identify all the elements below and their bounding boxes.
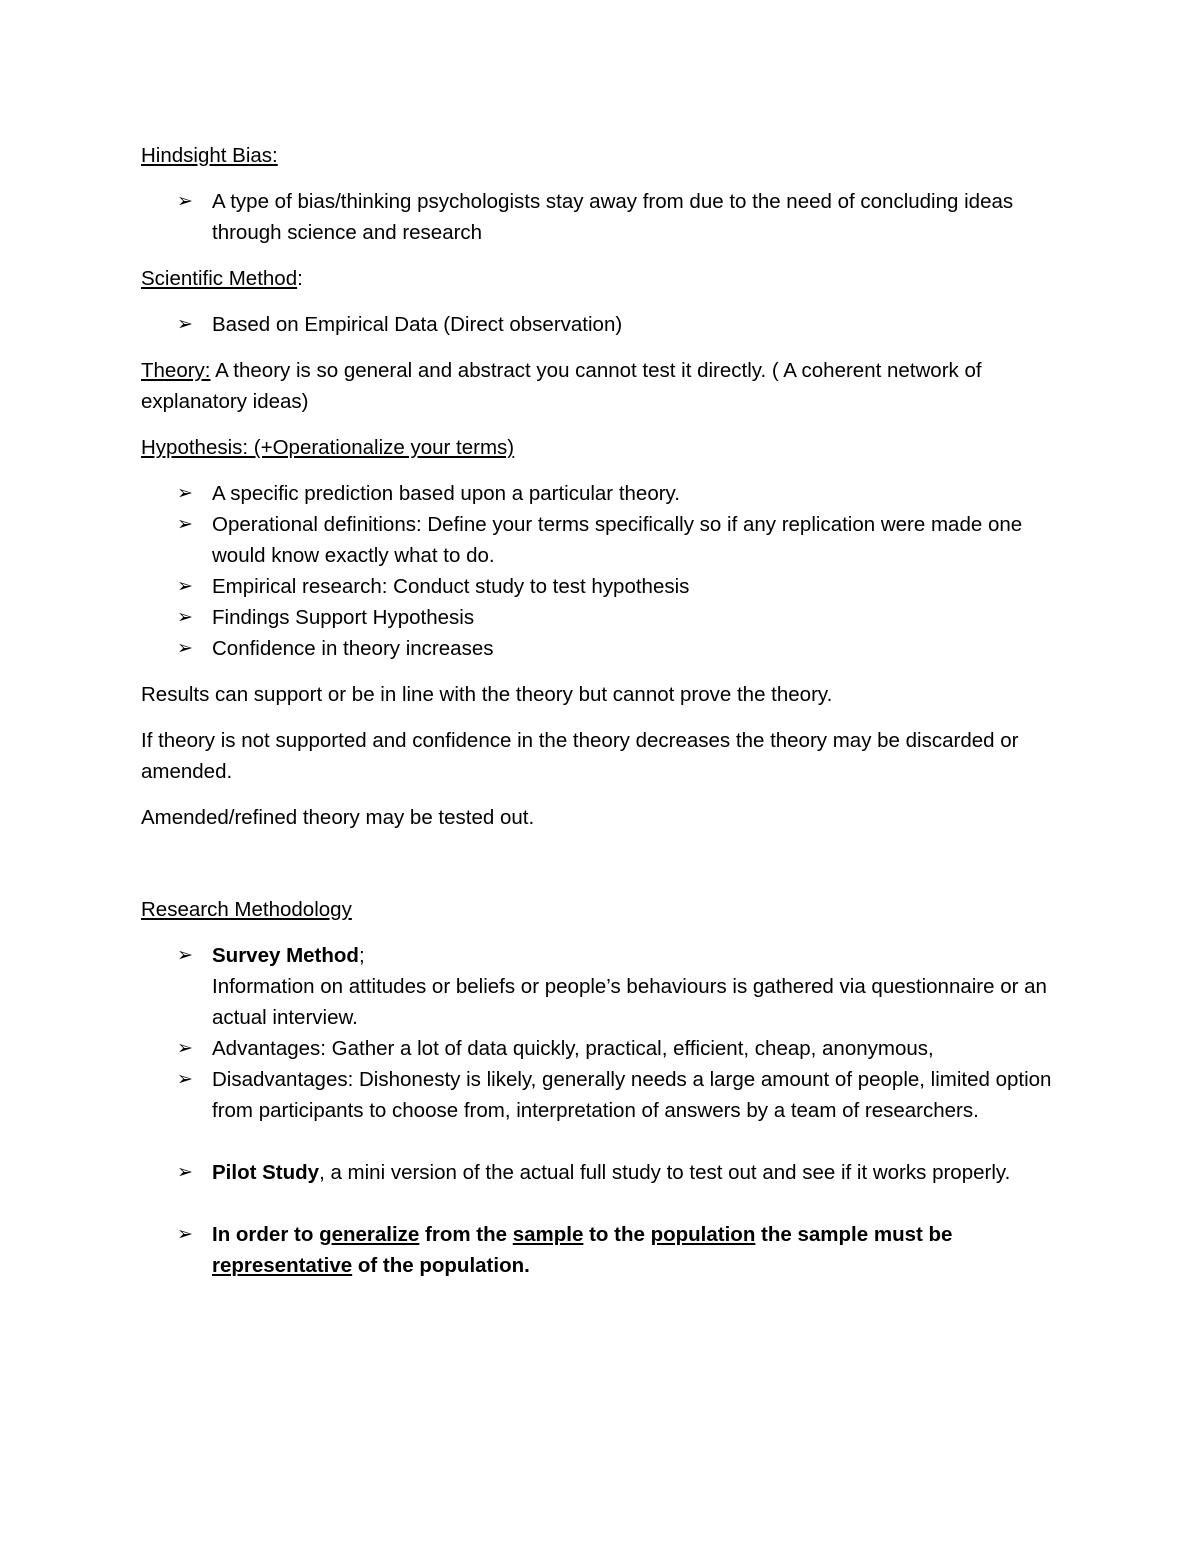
list-item: ➢ Findings Support Hypothesis	[141, 602, 1071, 633]
list-item: ➢ A specific prediction based upon a particular theory.	[141, 478, 1071, 509]
scientific-list	[141, 309, 1071, 340]
theory-label: Theory:	[141, 359, 211, 382]
results-paragraph-1: Results can support or be in line with the theory but cannot prove the theory.	[141, 683, 833, 706]
arrow-bullet-icon: ➢	[177, 575, 193, 597]
methodology-heading: Research Methodology	[141, 898, 352, 921]
arrow-bullet-icon: ➢	[177, 190, 193, 212]
hypothesis-list	[141, 478, 1071, 664]
spacer	[141, 848, 1071, 894]
list-item: ➢ A type of bias/thinking psychologists stay away from due to the need of concluding ideas through science and research	[141, 186, 1071, 248]
arrow-bullet-icon: ➢	[177, 637, 193, 659]
methodology-list	[141, 940, 1071, 1281]
hindsight-heading: Hindsight Bias:	[141, 144, 278, 167]
arrow-bullet-icon: ➢	[177, 1037, 193, 1059]
list-item: ➢ Confidence in theory increases	[141, 633, 1071, 664]
list-spacer	[141, 1126, 1071, 1157]
theory-paragraph: Theory: A theory is so general and abstract you cannot test it directly. ( A coherent network of explanatory ideas)	[141, 359, 982, 413]
arrow-bullet-icon: ➢	[177, 482, 193, 504]
hindsight-list	[141, 186, 1071, 248]
arrow-bullet-icon: ➢	[177, 513, 193, 535]
list-item: ➢ Advantages: Gather a lot of data quickly, practical, efficient, cheap, anonymous,	[141, 1033, 1071, 1064]
list-spacer	[141, 1188, 1071, 1219]
hypothesis-heading: Hypothesis: (+Operationalize your terms)	[141, 436, 515, 459]
list-item: ➢ Based on Empirical Data (Direct observation)	[141, 309, 1071, 340]
list-item: ➢ In order to generalize from the sample to the population the sample must be representative of the population.	[141, 1219, 1071, 1281]
list-item: ➢ Operational definitions: Define your terms specifically so if any replication were made one would know exactly what to do.	[141, 509, 1071, 571]
list-item: ➢ Survey Method; Information on attitudes or beliefs or people’s behaviours is gathered via questionnaire or an actual interview.	[141, 940, 1071, 1033]
arrow-bullet-icon: ➢	[177, 944, 193, 966]
results-paragraph-3: Amended/refined theory may be tested out.	[141, 806, 535, 829]
arrow-bullet-icon: ➢	[177, 1161, 193, 1183]
list-item: ➢ Disadvantages: Dishonesty is likely, generally needs a large amount of people, limited option from participants to choose from, interpretation of answers by a team of researchers.	[141, 1064, 1071, 1126]
arrow-bullet-icon: ➢	[177, 606, 193, 628]
list-item: ➢ Pilot Study, a mini version of the actual full study to test out and see if it works properly.	[141, 1157, 1071, 1188]
arrow-bullet-icon: ➢	[177, 313, 193, 335]
scientific-heading: Scientific Method:	[141, 267, 303, 290]
arrow-bullet-icon: ➢	[177, 1223, 193, 1245]
document-body	[141, 140, 1071, 1296]
arrow-bullet-icon: ➢	[177, 1068, 193, 1090]
list-item: ➢ Empirical research: Conduct study to test hypothesis	[141, 571, 1071, 602]
results-paragraph-2: If theory is not supported and confidence in the theory decreases the theory may be discarded or amended.	[141, 729, 1019, 783]
